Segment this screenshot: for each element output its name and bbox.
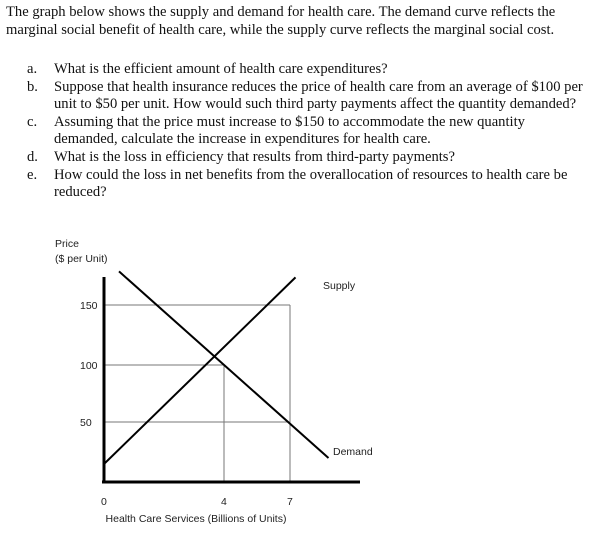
y-tick-label: 100 (80, 360, 98, 372)
question-e (27, 167, 587, 202)
question-letter: a. (27, 61, 38, 77)
x-tick-labels (101, 496, 293, 508)
curves (104, 271, 329, 464)
x-tick-label: 7 (287, 496, 293, 508)
question-text: Assuming that the price must increase to $150 to accommodate the new quantity demanded, calculate the increase in expenditures for health care. (54, 113, 525, 148)
question-letter: d. (27, 148, 38, 165)
question-list (27, 61, 587, 202)
y-tick-labels (80, 300, 98, 429)
intro-paragraph: The graph below shows the supply and demand for health care. The demand curve reflects the marginal social benefit of health care, while the supply curve reflects the marginal social cost. (6, 4, 556, 38)
y-axis-label-line1: Price (55, 238, 79, 250)
y-tick-label: 150 (80, 300, 98, 312)
question-b (27, 79, 587, 114)
question-letter: c. (27, 113, 38, 130)
question-text: What is the efficient amount of health care expenditures? (54, 61, 388, 77)
reference-lines (104, 305, 290, 482)
question-a (27, 61, 587, 79)
demand-label: Demand (333, 446, 373, 458)
supply-label: Supply (323, 280, 356, 292)
question-text: How could the loss in net benefits from the overallocation of resources to health care be reduced? (54, 166, 568, 201)
curve-labels (323, 280, 373, 458)
x-tick-label: 0 (101, 496, 107, 508)
x-axis-label: Health Care Services (Billions of Units) (105, 513, 287, 525)
y-tick-label: 50 (80, 417, 92, 429)
question-letter: b. (27, 78, 38, 95)
question-c (27, 114, 587, 149)
question-text: Suppose that health insurance reduces the price of health care from an average of $100 per unit to $50 per unit. How would such third party payments affect the quantity demanded? (54, 78, 583, 113)
supply-demand-chart (0, 225, 603, 548)
question-d (27, 149, 587, 167)
y-axis-label-line2: ($ per Unit) (55, 253, 108, 265)
question-letter: e. (27, 166, 38, 183)
x-tick-label: 4 (221, 496, 227, 508)
question-text: What is the loss in efficiency that results from third-party payments? (54, 148, 455, 165)
